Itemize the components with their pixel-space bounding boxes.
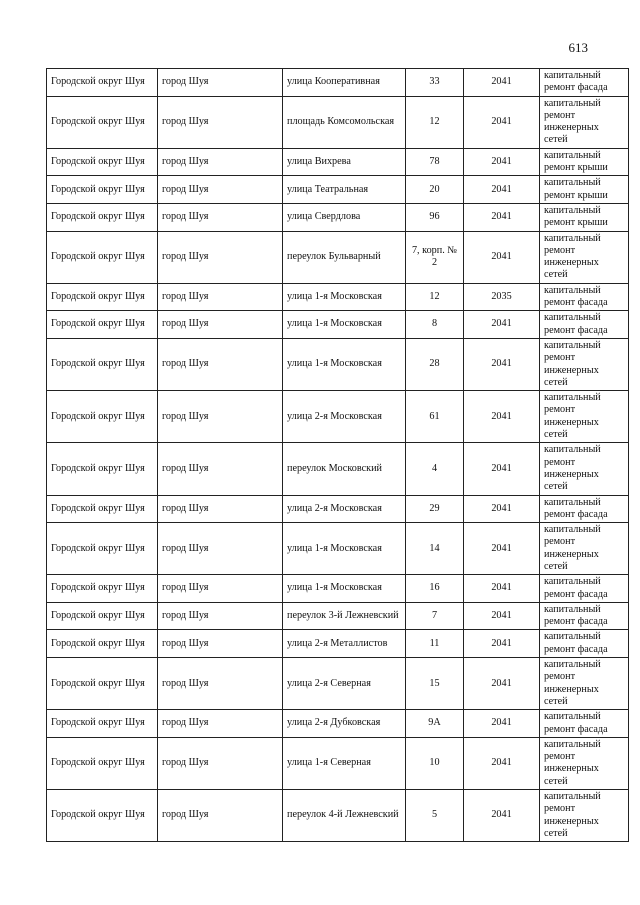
district-cell: Городской округ Шуя — [47, 96, 158, 148]
table-row — [47, 148, 629, 176]
house-cell: 28 — [406, 338, 464, 390]
year-cell: 2041 — [464, 602, 540, 630]
house-cell: 61 — [406, 391, 464, 443]
district-cell: Городской округ Шуя — [47, 630, 158, 658]
house-cell: 7, корп. № 2 — [406, 231, 464, 283]
work-cell: капитальный ремонт инженерных сетей — [540, 443, 629, 495]
street-cell: улица 2-я Московская — [283, 495, 406, 523]
work-cell: капитальный ремонт фасада — [540, 283, 629, 311]
year-cell: 2041 — [464, 737, 540, 789]
city-cell: город Шуя — [158, 338, 283, 390]
district-cell: Городской округ Шуя — [47, 495, 158, 523]
house-cell: 11 — [406, 630, 464, 658]
street-cell: переулок Московский — [283, 443, 406, 495]
city-cell: город Шуя — [158, 69, 283, 97]
year-cell: 2041 — [464, 203, 540, 231]
street-cell: переулок 4-й Лежневский — [283, 790, 406, 842]
work-cell: капитальный ремонт инженерных сетей — [540, 737, 629, 789]
house-cell: 33 — [406, 69, 464, 97]
city-cell: город Шуя — [158, 311, 283, 339]
year-cell: 2041 — [464, 630, 540, 658]
year-cell: 2041 — [464, 443, 540, 495]
table-row — [47, 283, 629, 311]
house-cell: 7 — [406, 602, 464, 630]
district-cell: Городской округ Шуя — [47, 311, 158, 339]
work-cell: капитальный ремонт инженерных сетей — [540, 338, 629, 390]
district-cell: Городской округ Шуя — [47, 283, 158, 311]
table-row — [47, 602, 629, 630]
city-cell: город Шуя — [158, 630, 283, 658]
house-cell: 78 — [406, 148, 464, 176]
district-cell: Городской округ Шуя — [47, 176, 158, 204]
district-cell: Городской округ Шуя — [47, 602, 158, 630]
street-cell: улица 1-я Московская — [283, 283, 406, 311]
work-cell: капитальный ремонт инженерных сетей — [540, 658, 629, 710]
house-cell: 14 — [406, 523, 464, 575]
table-row — [47, 575, 629, 603]
city-cell: город Шуя — [158, 495, 283, 523]
table-row — [47, 96, 629, 148]
district-cell: Городской округ Шуя — [47, 69, 158, 97]
work-cell: капитальный ремонт фасада — [540, 630, 629, 658]
street-cell: улица Театральная — [283, 176, 406, 204]
city-cell: город Шуя — [158, 231, 283, 283]
house-cell: 16 — [406, 575, 464, 603]
district-cell: Городской округ Шуя — [47, 443, 158, 495]
table-row — [47, 523, 629, 575]
district-cell: Городской округ Шуя — [47, 148, 158, 176]
year-cell: 2035 — [464, 283, 540, 311]
city-cell: город Шуя — [158, 790, 283, 842]
street-cell: улица Кооперативная — [283, 69, 406, 97]
house-cell: 96 — [406, 203, 464, 231]
year-cell: 2041 — [464, 148, 540, 176]
city-cell: город Шуя — [158, 710, 283, 738]
street-cell: улица Вихрева — [283, 148, 406, 176]
house-cell: 4 — [406, 443, 464, 495]
table-row — [47, 495, 629, 523]
work-cell: капитальный ремонт фасада — [540, 575, 629, 603]
house-cell: 12 — [406, 96, 464, 148]
work-cell: капитальный ремонт фасада — [540, 710, 629, 738]
district-cell: Городской округ Шуя — [47, 231, 158, 283]
house-cell: 10 — [406, 737, 464, 789]
year-cell: 2041 — [464, 710, 540, 738]
table-row — [47, 630, 629, 658]
work-cell: капитальный ремонт инженерных сетей — [540, 523, 629, 575]
house-cell: 12 — [406, 283, 464, 311]
city-cell: город Шуя — [158, 658, 283, 710]
work-cell: капитальный ремонт инженерных сетей — [540, 790, 629, 842]
table-row — [47, 710, 629, 738]
house-cell: 9А — [406, 710, 464, 738]
street-cell: улица Свердлова — [283, 203, 406, 231]
year-cell: 2041 — [464, 176, 540, 204]
year-cell: 2041 — [464, 96, 540, 148]
district-cell: Городской округ Шуя — [47, 737, 158, 789]
house-cell: 8 — [406, 311, 464, 339]
house-cell: 29 — [406, 495, 464, 523]
year-cell: 2041 — [464, 338, 540, 390]
district-cell: Городской округ Шуя — [47, 523, 158, 575]
district-cell: Городской округ Шуя — [47, 790, 158, 842]
city-cell: город Шуя — [158, 283, 283, 311]
city-cell: город Шуя — [158, 575, 283, 603]
street-cell: улица 2-я Металлистов — [283, 630, 406, 658]
year-cell: 2041 — [464, 391, 540, 443]
year-cell: 2041 — [464, 523, 540, 575]
street-cell: площадь Комсомольская — [283, 96, 406, 148]
city-cell: город Шуя — [158, 203, 283, 231]
work-cell: капитальный ремонт фасада — [540, 69, 629, 97]
house-cell: 20 — [406, 176, 464, 204]
work-cell: капитальный ремонт инженерных сетей — [540, 96, 629, 148]
table-row — [47, 176, 629, 204]
street-cell: улица 2-я Северная — [283, 658, 406, 710]
table-row — [47, 658, 629, 710]
year-cell: 2041 — [464, 790, 540, 842]
city-cell: город Шуя — [158, 148, 283, 176]
house-cell: 15 — [406, 658, 464, 710]
street-cell: улица 1-я Северная — [283, 737, 406, 789]
year-cell: 2041 — [464, 69, 540, 97]
street-cell: улица 1-я Московская — [283, 338, 406, 390]
work-cell: капитальный ремонт фасада — [540, 602, 629, 630]
city-cell: город Шуя — [158, 737, 283, 789]
table-row — [47, 311, 629, 339]
table-row — [47, 69, 629, 97]
city-cell: город Шуя — [158, 602, 283, 630]
house-cell: 5 — [406, 790, 464, 842]
year-cell: 2041 — [464, 658, 540, 710]
work-cell: капитальный ремонт крыши — [540, 203, 629, 231]
work-cell: капитальный ремонт фасада — [540, 311, 629, 339]
table-row — [47, 443, 629, 495]
table-row — [47, 203, 629, 231]
year-cell: 2041 — [464, 575, 540, 603]
street-cell: улица 1-я Московская — [283, 575, 406, 603]
work-cell: капитальный ремонт инженерных сетей — [540, 231, 629, 283]
city-cell: город Шуя — [158, 523, 283, 575]
year-cell: 2041 — [464, 311, 540, 339]
table-row — [47, 391, 629, 443]
work-cell: капитальный ремонт инженерных сетей — [540, 391, 629, 443]
district-cell: Городской округ Шуя — [47, 575, 158, 603]
table-row — [47, 231, 629, 283]
city-cell: город Шуя — [158, 96, 283, 148]
street-cell: улица 1-я Московская — [283, 311, 406, 339]
year-cell: 2041 — [464, 231, 540, 283]
table-row — [47, 790, 629, 842]
housing-repair-table — [46, 68, 629, 842]
year-cell: 2041 — [464, 495, 540, 523]
table-row — [47, 338, 629, 390]
work-cell: капитальный ремонт крыши — [540, 148, 629, 176]
work-cell: капитальный ремонт крыши — [540, 176, 629, 204]
table-row — [47, 737, 629, 789]
work-cell: капитальный ремонт фасада — [540, 495, 629, 523]
page-number: 613 — [568, 40, 588, 55]
street-cell: переулок Бульварный — [283, 231, 406, 283]
district-cell: Городской округ Шуя — [47, 391, 158, 443]
street-cell: улица 2-я Московская — [283, 391, 406, 443]
district-cell: Городской округ Шуя — [47, 658, 158, 710]
city-cell: город Шуя — [158, 176, 283, 204]
street-cell: улица 2-я Дубковская — [283, 710, 406, 738]
city-cell: город Шуя — [158, 391, 283, 443]
district-cell: Городской округ Шуя — [47, 338, 158, 390]
street-cell: переулок 3-й Лежневский — [283, 602, 406, 630]
district-cell: Городской округ Шуя — [47, 710, 158, 738]
street-cell: улица 1-я Московская — [283, 523, 406, 575]
district-cell: Городской округ Шуя — [47, 203, 158, 231]
city-cell: город Шуя — [158, 443, 283, 495]
